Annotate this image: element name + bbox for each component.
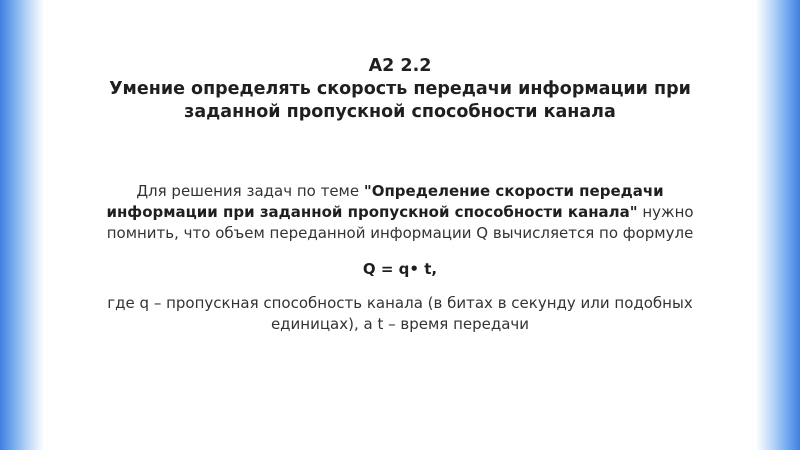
intro-line-1 bbox=[90, 181, 710, 202]
explanation-line-2: единицах), а t – время передачи bbox=[270, 315, 530, 333]
intro-paragraph bbox=[90, 181, 710, 244]
intro-suffix: нужно bbox=[637, 203, 694, 221]
explanation-paragraph bbox=[90, 293, 710, 335]
title-line-1: Умение определять скорость передачи информации при bbox=[109, 79, 691, 99]
topic-name-part-2: информации при заданной пропускной способности канала" bbox=[106, 203, 638, 221]
intro-line-3: помнить, что объем переданной информации Q вычисляется по формуле bbox=[106, 224, 694, 242]
formula bbox=[90, 259, 710, 280]
right-gradient-bar bbox=[756, 0, 800, 450]
explanation-line-1: где q – пропускная способность канала (в битах в секунду или подобных bbox=[107, 294, 693, 312]
left-gradient-bar bbox=[0, 0, 44, 450]
intro-prefix: Для решения задач по теме bbox=[136, 182, 364, 200]
title-line-2: заданной пропускной способности канала bbox=[184, 102, 616, 122]
formula-text: Q = q• t, bbox=[362, 260, 438, 278]
title-code: А2 2.2 bbox=[368, 56, 432, 76]
intro-line-2 bbox=[90, 202, 710, 223]
topic-name-part-1: "Определение скорости передачи bbox=[363, 182, 664, 200]
slide-title bbox=[100, 55, 700, 124]
